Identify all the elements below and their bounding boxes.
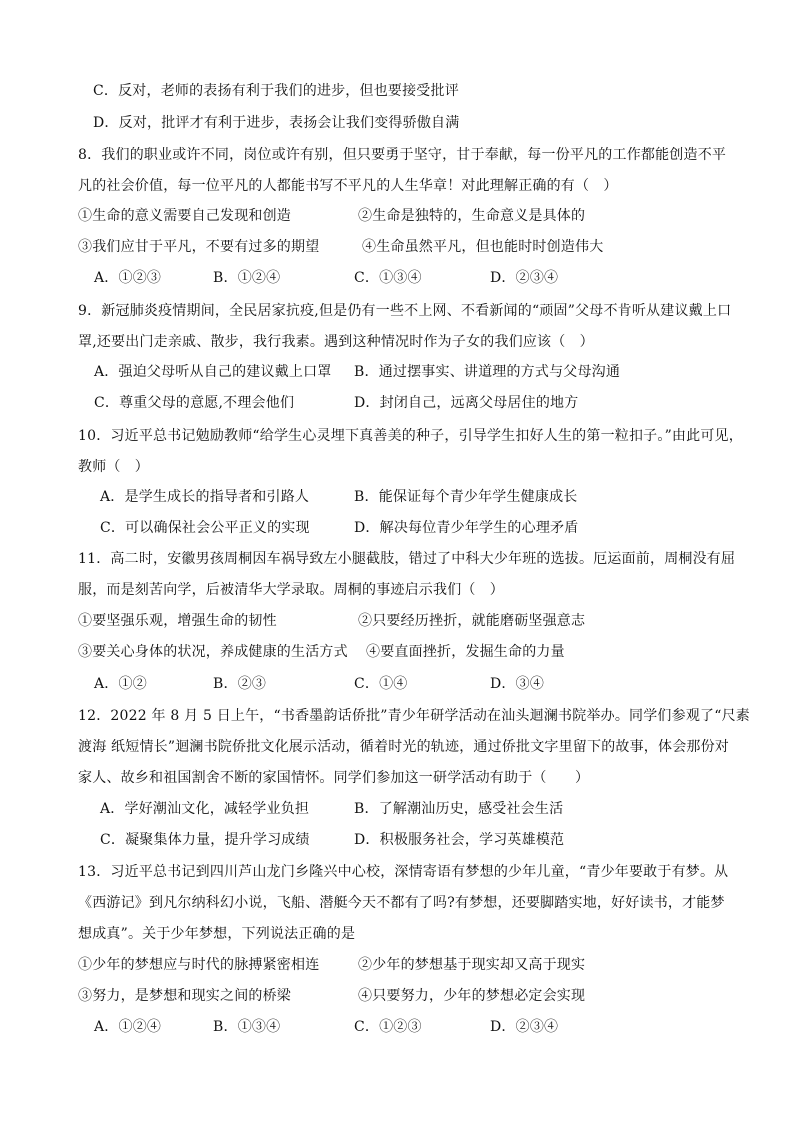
q13-stem-line3: 想成真”。关于少年梦想，下列说法正确的是 bbox=[78, 926, 356, 942]
q12-option-d: D．积极服务社会，学习英雄模范 bbox=[354, 832, 565, 848]
q13-statement-2: ②少年的梦想基于现实却又高于现实 bbox=[358, 957, 586, 973]
q10-stem-line1: 10．习近平总书记勉励教师“给学生心灵埋下真善美的种子，引导学生扣好人生的第一粒扣子。”由此可见， bbox=[78, 428, 743, 444]
q8-statement-4: ④生命虽然平凡，但也能时时创造伟大 bbox=[362, 239, 604, 255]
q13-statement-3: ③努力，是梦想和现实之间的桥梁 bbox=[78, 988, 291, 1004]
q13-stem-line1: 13．习近平总书记到四川芦山龙门乡隆兴中心校，深情寄语有梦想的少年儿童，“青少年要敢于有梦。从 bbox=[78, 864, 729, 880]
q9-stem-line1: 9．新冠肺炎疫情期间，全民居家抗疫,但是仍有一些不上网、不看新闻的“顽固”父母不肯听从建议戴上口 bbox=[78, 303, 732, 319]
q12-option-b: B．了解潮汕历史，感受社会生活 bbox=[354, 801, 564, 817]
q9-option-d: D．封闭自己，远离父母居住的地方 bbox=[354, 395, 579, 411]
q11-statement-3: ③要关心身体的状况，养成健康的生活方式 bbox=[78, 644, 348, 660]
q13-option-b: B．①③④ bbox=[213, 1019, 281, 1035]
q13-statement-1: ①少年的梦想应与时代的脉搏紧密相连 bbox=[78, 957, 320, 973]
q11-statement-4: ④要直面挫折，发掘生命的力量 bbox=[366, 644, 565, 660]
q8-option-c: C．①③④ bbox=[354, 270, 422, 286]
q8-option-a: A．①②③ bbox=[94, 270, 162, 286]
q10-stem-line2: 教师（ ） bbox=[78, 459, 149, 475]
q11-statement-2: ②只要经历挫折，就能磨砺坚强意志 bbox=[358, 613, 586, 629]
q13-option-d: D．②③④ bbox=[490, 1019, 559, 1035]
q13-statement-4: ④只要努力，少年的梦想必定会实现 bbox=[358, 988, 586, 1004]
q9-option-c: C．尊重父母的意愿,不理会他们 bbox=[94, 395, 295, 411]
q8-statement-1: ①生命的意义需要自己发现和创造 bbox=[78, 208, 291, 224]
q12-option-c: C．凝聚集体力量，提升学习成绩 bbox=[100, 832, 310, 848]
q9-option-a: A．强迫父母听从自己的建议戴上口罩 bbox=[94, 364, 332, 380]
q12-stem-line3: 家人、故乡和祖国割舍不断的家国情怀。同学们参加这一研学活动有助于（ ） bbox=[78, 770, 590, 786]
q7-option-d: D．反对，批评才有利于进步，表扬会让我们变得骄傲自满 bbox=[93, 115, 460, 131]
q12-option-a: A．学好潮汕文化，减轻学业负担 bbox=[100, 801, 310, 817]
q11-option-a: A．①② bbox=[94, 676, 147, 692]
q9-option-b: B．通过摆事实、讲道理的方式与父母沟通 bbox=[354, 364, 621, 380]
q10-option-c: C．可以确保社会公平正义的实现 bbox=[100, 520, 310, 536]
q13-option-a: A．①②④ bbox=[94, 1019, 162, 1035]
q8-option-b: B．①②④ bbox=[213, 270, 281, 286]
q12-stem-line1: 12．2022 年 8 月 5 日上午，“书香墨韵话侨批”青少年研学活动在汕头迴澜书院举办。同学们参观了“尺素 bbox=[78, 708, 750, 724]
q10-option-b: B．能保证每个青少年学生健康成长 bbox=[354, 489, 578, 505]
q7-option-c: C．反对，老师的表扬有利于我们的进步，但也要接受批评 bbox=[93, 83, 459, 99]
q8-statement-3: ③我们应甘于平凡，不要有过多的期望 bbox=[78, 239, 320, 255]
q10-option-a: A．是学生成长的指导者和引路人 bbox=[100, 489, 310, 505]
q13-stem-line2: 《西游记》到凡尔纳科幻小说，飞船、潜艇今天不都有了吗?有梦想，还要脚踏实地，好好读书，才能梦 bbox=[78, 895, 725, 911]
q11-stem-line2: 服，而是刻苦向学，后被清华大学录取。周桐的事迹启示我们（ ） bbox=[78, 582, 504, 598]
q11-statement-1: ①要坚强乐观，增强生命的韧性 bbox=[78, 613, 277, 629]
q13-option-c: C．①②③ bbox=[354, 1019, 422, 1035]
q8-statement-2: ②生命是独特的，生命意义是具体的 bbox=[358, 208, 586, 224]
q11-option-d: D．③④ bbox=[490, 676, 545, 692]
q9-stem-line2: 罩,还要出门走亲戚、散步，我行我素。遇到这种情况时作为子女的我们应该（ ） bbox=[78, 334, 594, 350]
q11-stem-line1: 11．高二时，安徽男孩周桐因车祸导致左小腿截肢，错过了中科大少年班的选拔。厄运面前，周桐没有屈 bbox=[78, 551, 736, 567]
q8-stem-line2: 凡的社会价值，每一位平凡的人都能书写不平凡的人生华章！对此理解正确的有（ ） bbox=[78, 178, 618, 194]
q12-stem-line2: 渡海 纸短情长”迴澜书院侨批文化展示活动，循着时光的轨迹，通过侨批文字里留下的故事，体会那份对 bbox=[78, 739, 730, 755]
q10-option-d: D．解决每位青少年学生的心理矛盾 bbox=[354, 520, 579, 536]
q11-option-b: B．②③ bbox=[213, 676, 267, 692]
q11-option-c: C．①④ bbox=[354, 676, 408, 692]
q8-option-d: D．②③④ bbox=[490, 270, 559, 286]
q8-stem-line1: 8．我们的职业或许不同，岗位或许有别，但只要勇于坚守，甘于奉献，每一份平凡的工作都能创造不平 bbox=[78, 147, 727, 163]
